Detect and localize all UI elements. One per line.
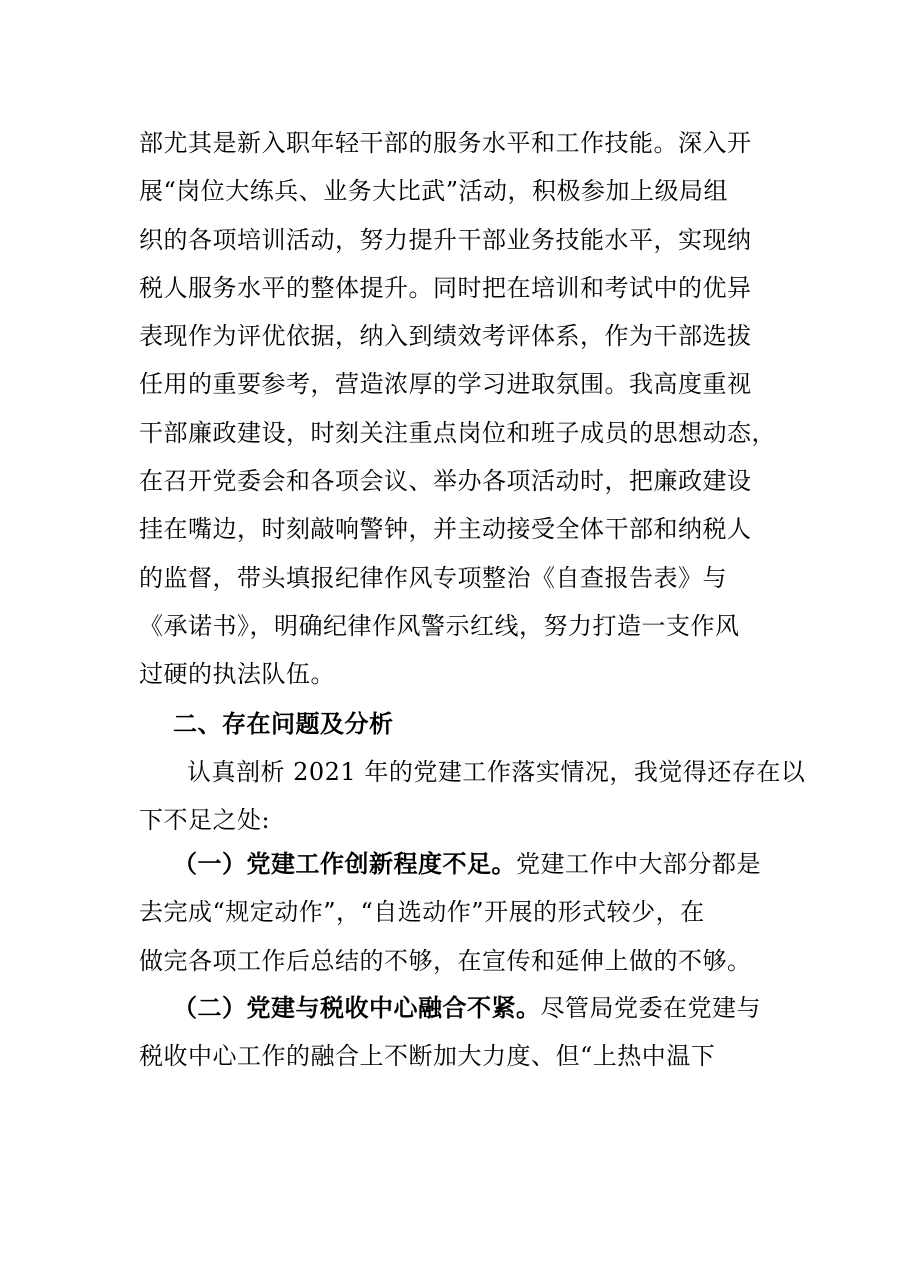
body-paragraph [139,119,776,699]
issue-1-title: （一）党建工作创新程度不足。 [173,849,516,878]
text-line: 干部廉政建设，时刻关注重点岗位和班子成员的思想动态， [139,418,776,447]
text-line: 任用的重要参考，营造浓厚的学习进取氛围。我高度重视 [139,370,752,399]
text-line: 认真剖析 2021 年的党建工作落实情况，我觉得还存在以 [187,758,806,786]
text-line: 的监督，带头填报纪律作风专项整治《自查报告表》与 [139,563,727,592]
text-line: 做完各项工作后总结的不够，在宣传和延伸上做的不够。 [139,946,752,975]
text-line: 表现作为评优依据，纳入到绩效考评体系，作为干部选拔 [139,322,752,351]
text-line: 税收中心工作的融合上不断加大力度、但“上热中温下 [139,1042,716,1071]
text-line: 展“岗位大练兵、业务大比武”活动，积极参加上级局组 [139,177,729,206]
issue-2-title: （二）党建与税收中心融合不紧。 [173,993,541,1022]
issue-1-text: 党建工作中大部分都是 [516,850,761,878]
text-line [139,840,769,888]
text-line: 挂在嘴边，时刻敲响警钟，并主动接受全体干部和纳税人 [139,515,752,544]
section-heading-block [139,700,769,748]
text-line: 税人服务水平的整体提升。同时把在培训和考试中的优异 [139,273,752,302]
text-line: 去完成“规定动作”，“自选动作”开展的形式较少，在 [139,898,705,927]
text-line: 过硬的执法队伍。 [139,660,335,689]
issue-2-paragraph [139,984,769,1081]
text-line: 部尤其是新入职年轻干部的服务水平和工作技能。深入开 [139,129,752,157]
issue-2-text: 尽管局党委在党建与 [540,994,761,1022]
text-line: 在召开党委会和各项会议、举办各项活动时，把廉政建设 [139,467,752,496]
text-line: 《承诺书》，明确纪律作风警示红线，努力打造一支作风 [139,611,740,640]
analysis-intro-paragraph [139,748,806,845]
text-line: 织的各项培训活动，努力提升干部业务技能水平，实现纳 [139,225,752,254]
issue-1-paragraph [139,840,769,985]
text-line [139,984,769,1032]
text-line: 下不足之处: [139,806,271,835]
section-heading: 二、存在问题及分析 [173,709,394,738]
